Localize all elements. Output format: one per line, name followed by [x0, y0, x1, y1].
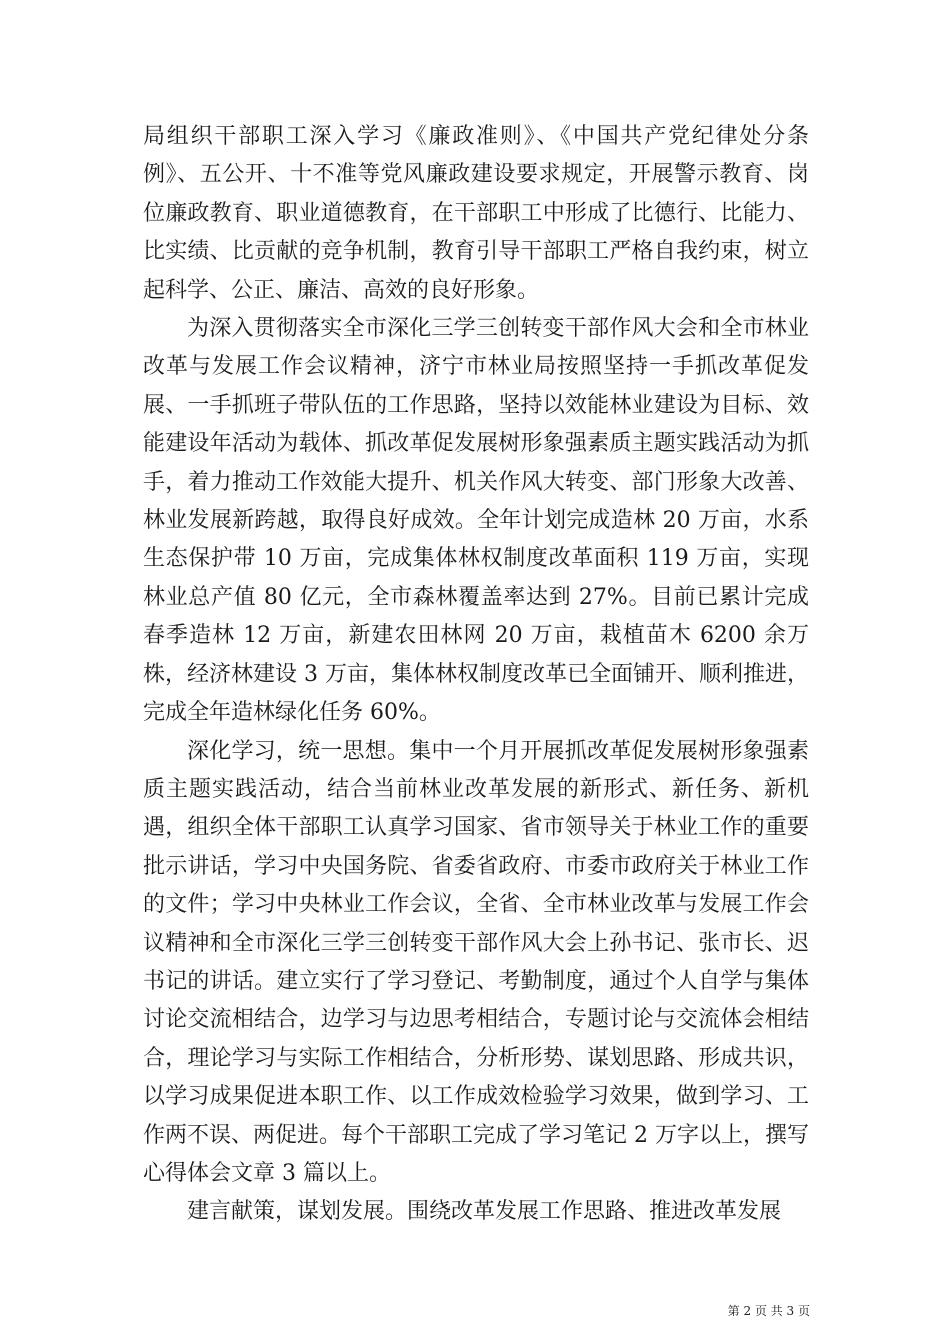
paragraph-1: 局组织干部职工深入学习《廉政准则》、《中国共产党纪律处分条例》、五公开、十不准等党风廉政建设要求规定，开展警示教育、岗位廉政教育、职业道德教育，在干部职工中形成了比德行、比能力、比实绩、比贡献的竞争机制，教育引导干部职工严格自我约束，树立起科学、公正、廉洁、高效的良好形象。	[143, 124, 809, 303]
paragraph-3: 深化学习，统一思想。集中一个月开展抓改革促发展树形象强素质主题实践活动，结合当前林业改革发展的新形式、新任务、新机遇，组织全体干部职工认真学习国家、省市领导关于林业工作的重要批示讲话，学习中央国务院、省委省政府、市委市政府关于林业工作的文件；学习中央林业工作会议，全省、全市林业改革与发展工作会议精神和全市深化三学三创转变干部作风大会上孙书记、张市长、迟书记的讲话。建立实行了学习登记、考勤制度，通过个人自学与集体讨论交流相结合，边学习与边思考相结合，专题讨论与交流体会相结合，理论学习与实际工作相结合，分析形势、谋划思路、形成共识，以学习成果促进本职工作、以工作成效检验学习效果，做到学习、工作两不误、两促进。每个干部职工完成了学习笔记 2 万字以上，撰写心得体会文章 3 篇以上。	[143, 738, 809, 1186]
paragraph-2: 为深入贯彻落实全市深化三学三创转变干部作风大会和全市林业改革与发展工作会议精神，济宁市林业局按照坚持一手抓改革促发展、一手抓班子带队伍的工作思路，坚持以效能林业建设为目标、效能建设年活动为载体、抓改革促发展树形象强素质主题实践活动为抓手，着力推动工作效能大提升、机关作风大转变、部门形象大改善、林业发展新跨越，取得良好成效。全年计划完成造林 20 万亩，水系生态保护带 10 万亩，完成集体林权制度改革面积 119 万亩，实现林业总产值 80 亿元，全市森林覆盖率达到 27%。目前已累计完成春季造林 12 万亩，新建农田林网 20 万亩，栽植苗木 6200 余万株，经济林建设 3 万亩，集体林权制度改革已全面铺开、顺利推进，完成全年造林绿化任务 60%。	[143, 316, 809, 726]
document-body	[143, 118, 809, 1232]
page-number-footer: 第 2 页 共 3 页	[727, 1304, 810, 1318]
paragraph-4: 建言献策，谋划发展。围绕改革发展工作思路、推进改革发展	[187, 1199, 782, 1225]
